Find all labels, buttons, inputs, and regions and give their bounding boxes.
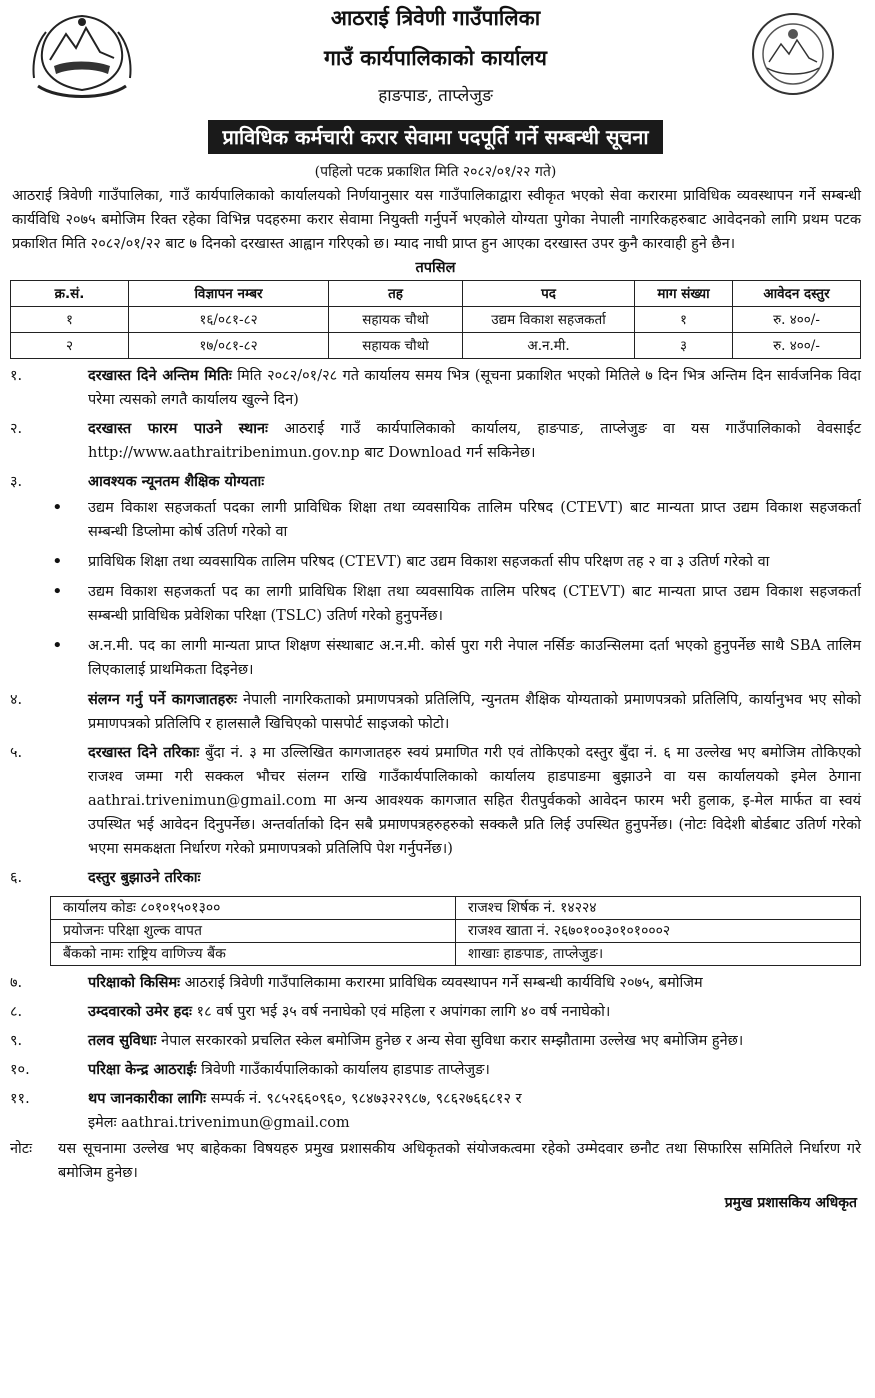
item-number: ६. bbox=[10, 870, 23, 886]
cell: अ.न.मी. bbox=[463, 333, 635, 359]
cell: २ bbox=[11, 333, 129, 359]
cell: ३ bbox=[635, 333, 733, 359]
item-number: ११. bbox=[10, 1091, 30, 1107]
item-text: नेपाली नागरिकताको प्रमाणपत्रको प्रतिलिपि, न्युनतम शैक्षिक योग्यताको प्रमाणपत्रको प्रतिलिपि, कार्यानुभव भए सोको प्रमाणपत्रको प्रतिलिपि र हालसालै खिचिएको पासपोर्ट साइजको फोटो। bbox=[88, 692, 862, 732]
cell: १७/०८१-८२ bbox=[129, 333, 329, 359]
item-text: १८ वर्ष पुरा भई ३५ वर्ष ननाघेको एवं महिला र अपांगका लागि ४० वर्ष ननाघेको। bbox=[196, 1004, 611, 1020]
item-contact bbox=[10, 1087, 861, 1135]
item-label: परिक्षा केन्द्र आठराईः bbox=[88, 1062, 197, 1078]
item-documents bbox=[10, 688, 861, 736]
item-label: उम्दवारको उमेर हदः bbox=[88, 1004, 192, 1020]
list-item: • प्राविधिक शिक्षा तथा व्यवसायिक तालिम परिषद (CTEVT) बाट उद्यम विकाश सहजकर्ता सीप परिक्षण तह २ वा ३ उतिर्ण गरेको वा bbox=[88, 550, 861, 574]
item-text: बुँदा नं. ३ मा उल्लिखित कागजातहरु स्वयं प्रमाणित गरी एवं तोकिएको दस्तुर बुँदा नं. ६ मा उल्लेख भए बमोजिम तोकिएको राजश्व जम्मा गरी सक्कल भौचर संलग्न राखि गाउँकार्यपालिकाको कार्यालय हाडपाङमा बुझाउने वा यस कार्यालयको इमेल ठेगाना aathrai.trivenimun@gmail.com मा अन्य आवश्यक कागजात सहित रीतपुर्वककाे आवेदन फारम भरी हुलाक, इ-मेल मार्फत वा स्वयं उपस्थित भई आवेदन दिनुपर्नेछ। अन्तर्वार्ताको दिन सबै प्रमाणपत्रहरुहरुको सक्कलै प्रति लिई उपस्थित हुनुपर्नेछ। (नोटः विदेशी बोर्डबाट उतिर्ण गरेको भएमा समकक्षता निर्धारण गरेको प्रमाणपत्रको प्रतिलिपि पेश गर्नुपर्नेछ।) bbox=[88, 745, 861, 857]
cell: कार्यालय कोडः ८०१०१५०१३०० bbox=[51, 897, 456, 920]
cell: १ bbox=[635, 307, 733, 333]
cell: रु. ४००/- bbox=[733, 333, 861, 359]
cell: राजश्च शिर्षक नं. १४२२४ bbox=[456, 897, 861, 920]
item-number: ३. bbox=[10, 474, 23, 490]
municipality-logo-icon bbox=[747, 6, 839, 102]
office-name: गाउँ कार्यपालिकाको कार्यालय bbox=[324, 46, 547, 70]
item-exam-type bbox=[10, 971, 861, 995]
cell: राजश्व खाता नं. २६७०१००३०१०१०००२ bbox=[456, 920, 861, 943]
item-number: २. bbox=[10, 421, 23, 437]
col-fee: आवेदन दस्तुर bbox=[733, 281, 861, 307]
note-label: नोटः bbox=[10, 1141, 33, 1157]
item-age-limit bbox=[10, 1000, 861, 1024]
table-row bbox=[51, 920, 861, 943]
item-number: ४. bbox=[10, 692, 23, 708]
item-fee-method bbox=[10, 866, 861, 890]
item-label: दरखास्त दिने अन्तिम मितिः bbox=[88, 368, 232, 384]
cell: बैंकको नामः राष्ट्रिय वाणिज्य बैंक bbox=[51, 943, 456, 966]
item-number: ८. bbox=[10, 1004, 23, 1020]
item-text: आठराई त्रिवेणी गाउँपालिकामा करारमा प्राविधिक व्यवस्थापन गर्ने सम्बन्धी कार्यविधि २०७५, बमोजिम bbox=[184, 975, 703, 991]
cell: उद्यम विकाश सहजकर्ता bbox=[463, 307, 635, 333]
qualification-list bbox=[10, 496, 861, 682]
contact-email: इमेलः aathrai.trivenimun@gmail.com bbox=[88, 1115, 350, 1131]
item-text: नेपाल सरकारको प्रचलित स्केल बमोजिम हुनेछ र अन्य सेवा सुविधा करार सम्झौतामा उल्लेख भए बमोजिम हुनेछ। bbox=[161, 1033, 744, 1049]
office-address: हाङपाङ, ताप्लेजुङ bbox=[378, 86, 493, 106]
item-label: थप जानकारीका लागिः bbox=[88, 1091, 207, 1107]
cell: शाखाः हाङपाङ, ताप्लेजुङ। bbox=[456, 943, 861, 966]
publish-date: (पहिलो पटक प्रकाशित मिति २०८२/०१/२२ गते) bbox=[314, 164, 557, 180]
item-number: ९. bbox=[10, 1033, 23, 1049]
item-label: तलव सुविधाः bbox=[88, 1033, 157, 1049]
fee-table bbox=[50, 896, 861, 966]
letterhead bbox=[10, 0, 861, 120]
cell: सहायक चौथो bbox=[329, 307, 463, 333]
col-serial: क्र.सं. bbox=[11, 281, 129, 307]
item-label: परिक्षाको किसिमः bbox=[88, 975, 181, 991]
item-label: दस्तुर बुझाउने तरिकाः bbox=[88, 870, 201, 886]
list-item: • उद्यम विकाश सहजकर्ता पदका लागी प्राविधिक शिक्षा तथा व्यवसायिक तालिम परिषद (CTEVT) बाट मान्यता प्राप्त उद्यम विकाश सहजकर्ता सम्बन्धी डिप्लोमा कोर्ष उतिर्ण गरेको वा bbox=[88, 496, 861, 544]
notice-title: प्राविधिक कर्मचारी करार सेवामा पदपूर्ति गर्ने सम्बन्धी सूचना bbox=[208, 120, 662, 154]
org-name: आठराई त्रिवेणी गाउँपालिका bbox=[330, 6, 541, 30]
signature: प्रमुख प्रशासकिय अधिकृत bbox=[724, 1195, 857, 1211]
table-title: तपसिल bbox=[415, 260, 456, 276]
list-item: • उद्यम विकाश सहजकर्ता पद का लागी प्राविधिक शिक्षा तथा व्यवसायिक तालिम परिषद (CTEVT) बाट मान्यता प्राप्त उद्यम विकाश सहजकर्ता सम्बन्धी प्राविधिक प्रवेशिका परिक्षा (TSLC) उतिर्ण गरेको हुनुपर्नेछ। bbox=[88, 580, 861, 628]
item-number: ७. bbox=[10, 975, 23, 991]
cell: १६/०८१-८२ bbox=[129, 307, 329, 333]
item-label: संलग्न गर्नु पर्ने कागजातहरुः bbox=[88, 692, 237, 708]
item-text: मिति २०८२/०१/२८ गते कार्यालय समय भित्र (सूचना प्रकाशित भएको मितिले ७ दिन भित्र अन्तिम दिन सार्वजनिक विदा परेमा त्यसको लगतै कार्यालय खुल्ने दिन) bbox=[88, 368, 861, 408]
cell: १ bbox=[11, 307, 129, 333]
col-post: पद bbox=[463, 281, 635, 307]
list-item: • अ.न.मी. पद का लागी मान्यता प्राप्त शिक्षण संस्थाबाट अ.न.मी. कोर्स पुरा गरी नेपाल नर्सिङ काउन्सिलमा दर्ता भएको हुनुपर्नेछ साथै SBA तालिम लिएकालाई प्राथमिकता दिइनेछ। bbox=[88, 634, 861, 682]
cell: प्रयोजनः परिक्षा शुल्क वापत bbox=[51, 920, 456, 943]
intro-paragraph: आठराई त्रिवेणी गाउँपालिका, गाउँ कार्यपालिकाको कार्यालयको निर्णयानुसार यस गाउँपालिकाद्वारा स्वीकृत भएको सेवा करारमा प्राविधिक व्यवस्थापन गर्ने सम्बन्धी कार्यविधि २०७५ बमोजिम रिक्त रहेका विभिन्न पदहरुमा करार सेवामा नियुक्ती गर्नुपर्ने भएकोले योग्यता पुगेका नेपाली नागरिकहरुबाट आवेदनको लागि प्रथम पटक प्रकाशित मिति २०८२/०१/२२ बाट ७ दिनको दरखास्त आह्वान गरिएको छ। म्याद नाघी प्राप्त हुन आएका दरखास्त उपर कुनै कारवाही हुने छैन। bbox=[12, 188, 861, 252]
item-qualification bbox=[10, 470, 861, 494]
item-label: आवश्यक न्यूनतम शैक्षिक योग्यताः bbox=[88, 474, 265, 490]
footnote bbox=[10, 1137, 861, 1185]
note-text: यस सूचनामा उल्लेख भए बाहेकका विषयहरु प्रमुख प्रशासकीय अधिकृतको संयोजकत्वमा रहेको उम्मेदवार छनौट तथा सिफारिस समितिले निर्धारण गरे बमोजिम हुनेछ। bbox=[58, 1141, 861, 1181]
item-label: दरखास्त फारम पाउने स्थानः bbox=[88, 421, 268, 437]
item-number: १. bbox=[10, 368, 23, 384]
item-text: सम्पर्क नं. ९८५२६६०९६०, ९८४७३२२९८७, ९८६२७६६८१२ र bbox=[210, 1091, 522, 1107]
item-label: दरखास्त दिने तरिकाः bbox=[88, 745, 200, 761]
table-row bbox=[11, 307, 861, 333]
item-text: त्रिवेणी गाउँकार्यपालिकाको कार्यालय हाडपाङ ताप्लेजुङ। bbox=[201, 1062, 490, 1078]
vacancy-table bbox=[10, 280, 861, 359]
col-demand: माग संख्या bbox=[635, 281, 733, 307]
item-salary bbox=[10, 1029, 861, 1053]
item-number: ५. bbox=[10, 745, 23, 761]
col-level: तह bbox=[329, 281, 463, 307]
cell: सहायक चौथो bbox=[329, 333, 463, 359]
item-deadline bbox=[10, 364, 861, 412]
item-form-location bbox=[10, 417, 861, 465]
item-text: आठराई गाउँ कार्यपालिकाको कार्यालय, हाङपाङ, ताप्लेजुङ वा यस गाउँपालिकाको वेवसाईट http://www.aathraitribenimun.gov.np बाट Download गर्न सकिनेछ। bbox=[88, 421, 862, 461]
table-row bbox=[51, 897, 861, 920]
table-row bbox=[51, 943, 861, 966]
item-exam-center bbox=[10, 1058, 861, 1082]
table-row bbox=[11, 333, 861, 359]
table-header-row bbox=[11, 281, 861, 307]
col-ad-number: विज्ञापन नम्बर bbox=[129, 281, 329, 307]
item-application-method bbox=[10, 741, 861, 861]
cell: रु. ४००/- bbox=[733, 307, 861, 333]
item-number: १०. bbox=[10, 1062, 30, 1078]
